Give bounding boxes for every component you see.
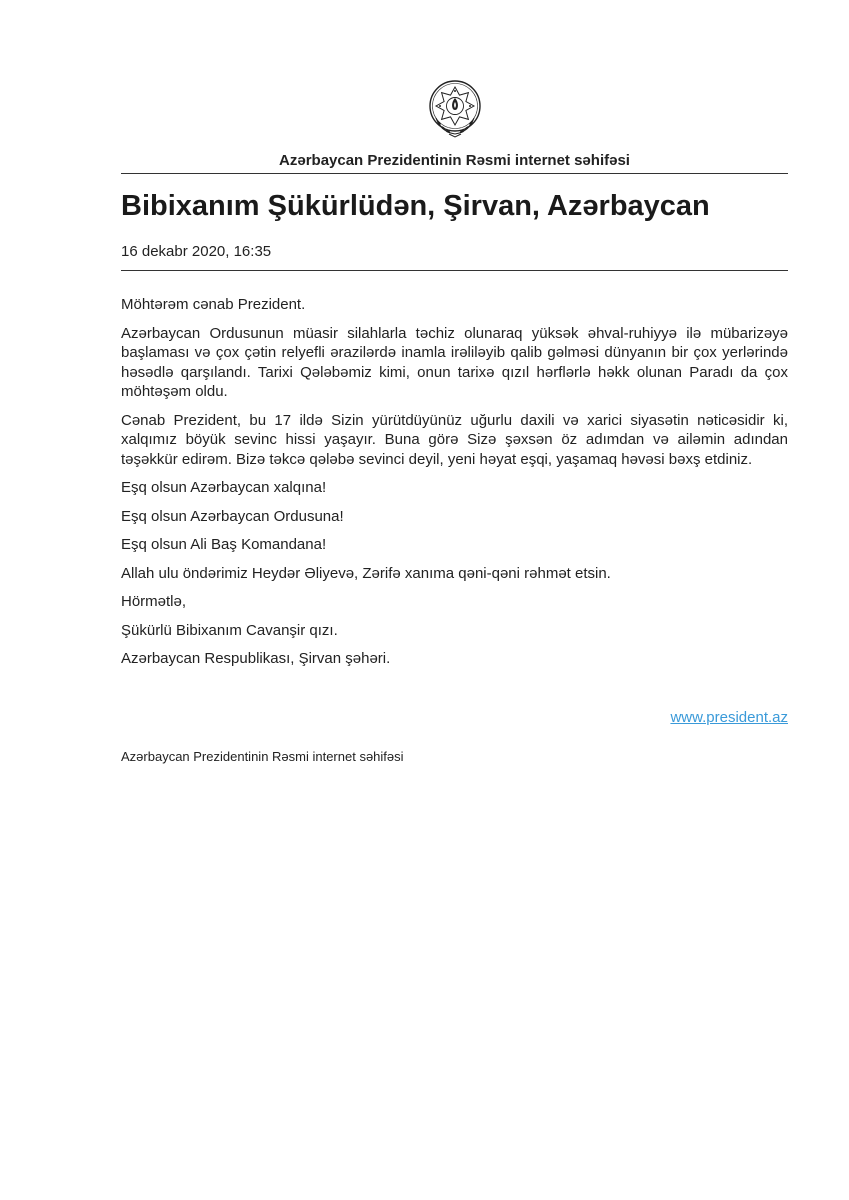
footer-note: Azərbaycan Prezidentinin Rəsmi internet səhifəsi [121,749,404,764]
greeting: Möhtərəm cənab Prezident. [121,296,306,313]
paragraph: Cənab Prezident, bu 17 ildə Sizin yürütdüyünüz uğurlu daxili və xarici siyasətin nəticəsidir ki, xalqımız böyük sevinc hissi yaşayır. Buna görə Sizə şəxsən öz adımdan və ailəmin adından təşəkkür edirəm. Bizə təkcə qələbə sevinci deyil, yeni həyat eşqi, yaşamaq həvəsi bəxş etdiniz. [121,411,788,468]
paragraph: Eşq olsun Azərbaycan xalqına! [121,479,327,496]
header-divider [121,173,788,174]
site-title: Azərbaycan Prezidentinin Rəsmi internet səhifəsi [279,152,630,169]
paragraph: Allah ulu öndərimiz Heydər Əliyevə, Zərifə xanıma qəni-qəni rəhmət etsin. [121,564,611,582]
article-title: Bibixanım Şükürlüdən, Şirvan, Azərbaycan [121,190,710,222]
paragraph: Eşq olsun Ali Baş Komandana! [121,536,327,553]
signature-name: Şükürlü Bibixanım Cavanşir qızı. [121,621,338,639]
article-body [121,295,788,678]
signature-location: Azərbaycan Respublikası, Şirvan şəhəri. [121,650,391,667]
paragraph: Eşq olsun Azərbaycan Ordusuna! [121,507,344,525]
azerbaijan-state-emblem-icon [427,78,483,140]
paragraph: Azərbaycan Ordusunun müasir silahlarla təchiz olunaraq yüksək əhval-ruhiyyə ilə mübarizəyə başlaması və çox çətin relyefli ərazilərdə inamla irəliləyib qalib gəlməsi dünyanın bir çox yerlərində həsədlə qarşılandı. Tarixi Qələbəmiz kimi, onun tarixə qızıl hərflərlə həkk olunan Paradı da çox möhtəşəm oldu. [121,324,788,400]
closing: Hörmətlə, [121,593,187,610]
president-site-link[interactable]: www.president.az [670,709,788,726]
article-date: 16 dekabr 2020, 16:35 [121,243,272,260]
title-divider [121,270,788,271]
